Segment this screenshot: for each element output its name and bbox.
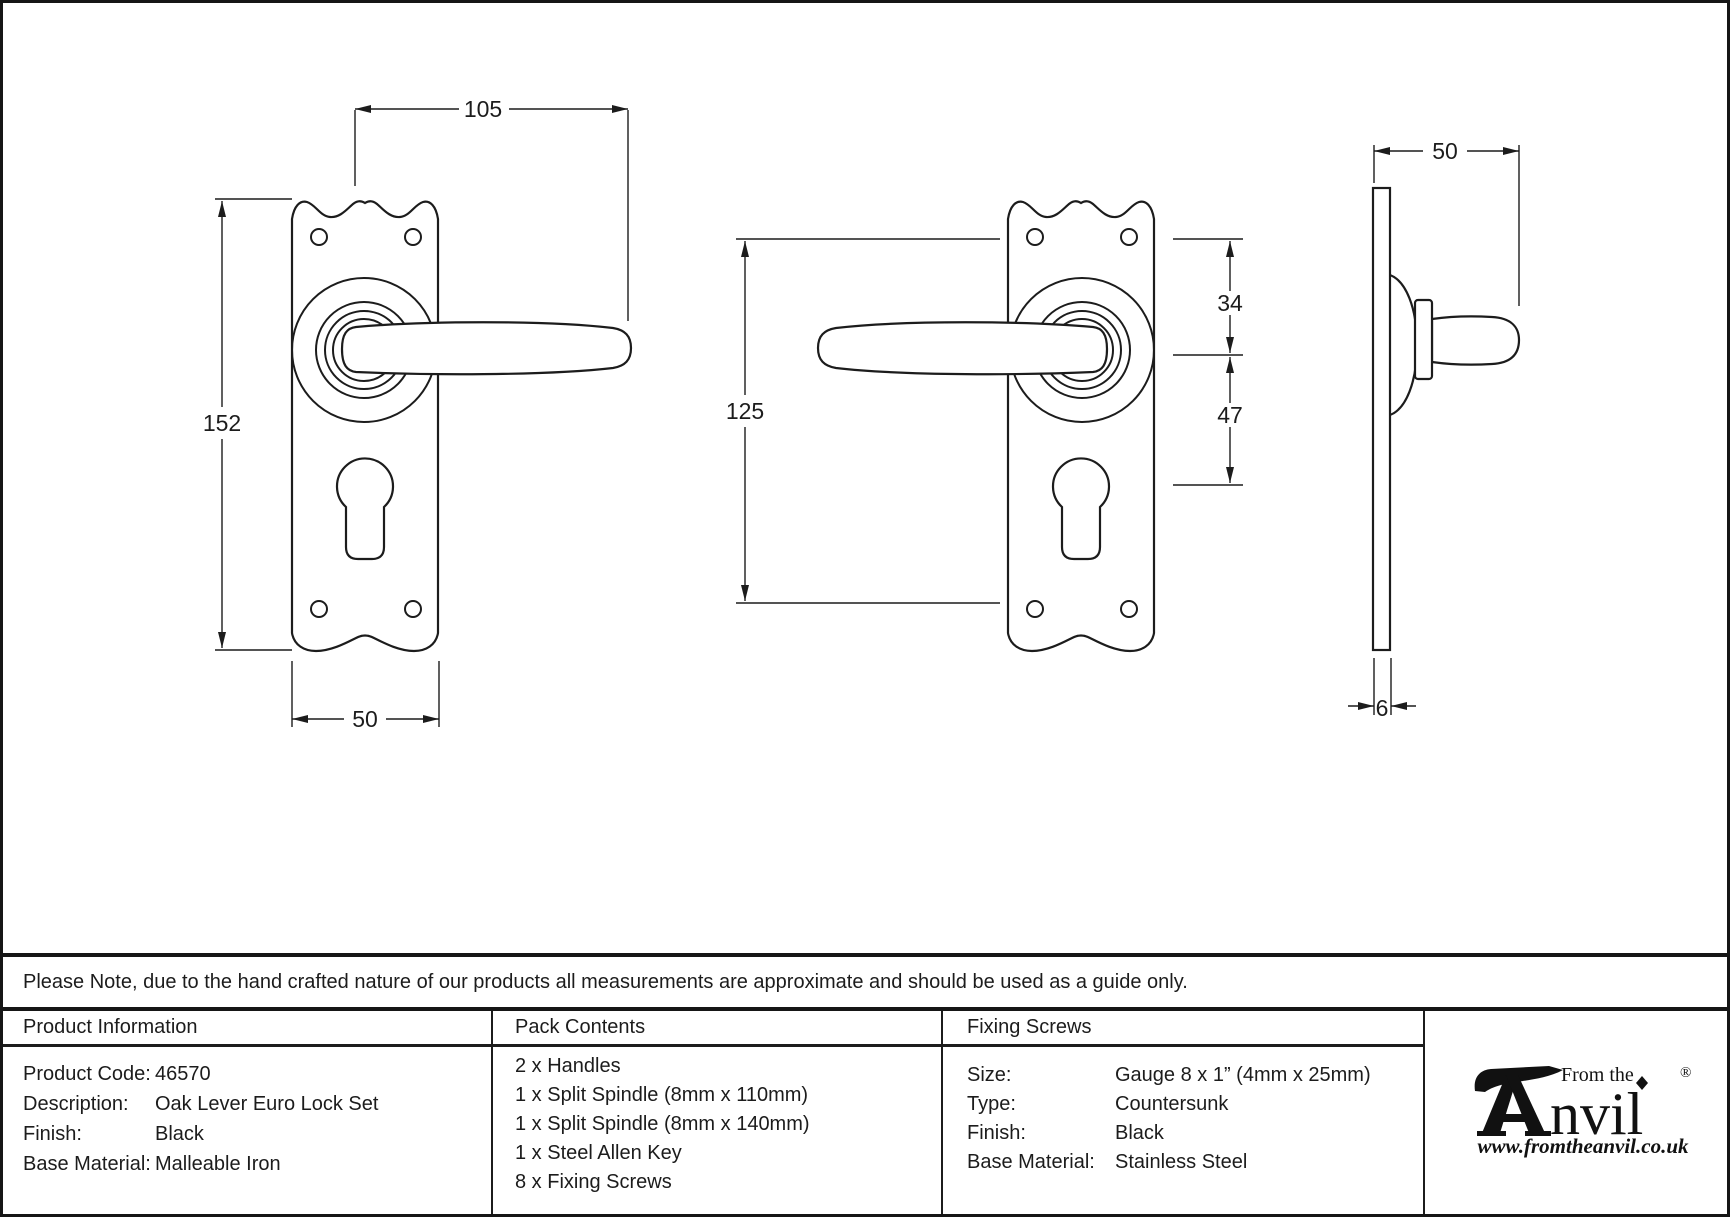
dim-top-to-handle: 34 [1217,290,1243,316]
dim-plate-thickness: 6 [1375,695,1389,721]
row-label: Product Code: [23,1062,151,1085]
pack-item: 2 x Handles [515,1055,621,1077]
collar [1415,300,1432,379]
pack-item: 1 x Split Spindle (8mm x 110mm) [515,1084,809,1106]
lever-handle [342,322,631,374]
front-view-left-dimensions [736,239,1243,603]
euro-keyhole [337,458,393,559]
dim-projection: 50 [1432,138,1458,164]
row-label: Base Material: [967,1151,1095,1173]
table-row [3,1089,491,1119]
lever-handle [818,322,1107,374]
brand-anvil: nvil [1550,1081,1644,1147]
handle-neck [1432,316,1519,364]
front-view-lever-right [292,201,631,651]
drawing-area [3,3,1727,953]
backplate-edge [1373,188,1390,650]
table-row [943,1119,1423,1148]
side-view [1373,188,1519,650]
pack-contents-column [493,1011,943,1214]
dim-plate-height: 152 [202,410,242,436]
backplate [1008,201,1154,651]
row-value: Black [1115,1122,1164,1144]
table-row [3,1149,491,1179]
row-label: Base Material: [23,1152,151,1175]
measurement-note: Please Note, due to the hand crafted nature of our products all measurements are approximate and should be used as a guide only. [23,970,1188,993]
dim-lever-length: 105 [463,96,503,122]
pack-contents-header: Pack Contents [493,1011,941,1047]
fixing-screws-column [943,1011,1425,1214]
row-label: Type: [967,1093,1016,1115]
fixing-screws-header: Fixing Screws [943,1011,1423,1047]
from-the-anvil-logo [1473,1061,1697,1165]
row-value: Malleable Iron [155,1152,281,1175]
table-row [3,1119,491,1149]
euro-keyhole [1053,458,1109,559]
pack-item: 8 x Fixing Screws [515,1171,672,1193]
dim-screw-centres: 125 [725,398,765,424]
row-value: Black [155,1122,204,1145]
rose-profile [1390,275,1417,415]
brand-url: www.fromtheanvil.co.uk [1477,1134,1689,1158]
pack-item: 1 x Steel Allen Key [515,1142,682,1164]
row-value: Countersunk [1115,1093,1229,1115]
measurement-note-bar [3,953,1727,1011]
front-view-lever-left [818,201,1154,651]
dim-handle-to-euro: 47 [1217,402,1243,428]
table-row [3,1059,491,1089]
row-value: 46570 [155,1062,211,1085]
row-label: Finish: [23,1122,82,1145]
registered-mark: ® [1680,1065,1692,1081]
brand-from-the: From the [1561,1064,1634,1086]
row-value: Oak Lever Euro Lock Set [155,1092,379,1115]
row-label: Description: [23,1092,129,1115]
product-information-header: Product Information [3,1011,491,1047]
table-row [943,1090,1423,1119]
table-row [943,1148,1423,1177]
product-info-table [3,1011,1727,1214]
row-label: Size: [967,1064,1012,1086]
table-row [943,1061,1423,1090]
brand-column [1425,1011,1727,1214]
dim-plate-width: 50 [352,706,378,732]
product-information-column [3,1011,493,1214]
row-label: Finish: [967,1122,1026,1144]
pack-item: 1 x Split Spindle (8mm x 140mm) [515,1113,810,1135]
backplate [292,201,438,651]
row-value: Stainless Steel [1115,1151,1248,1173]
row-value: Gauge 8 x 1” (4mm x 25mm) [1115,1064,1371,1086]
